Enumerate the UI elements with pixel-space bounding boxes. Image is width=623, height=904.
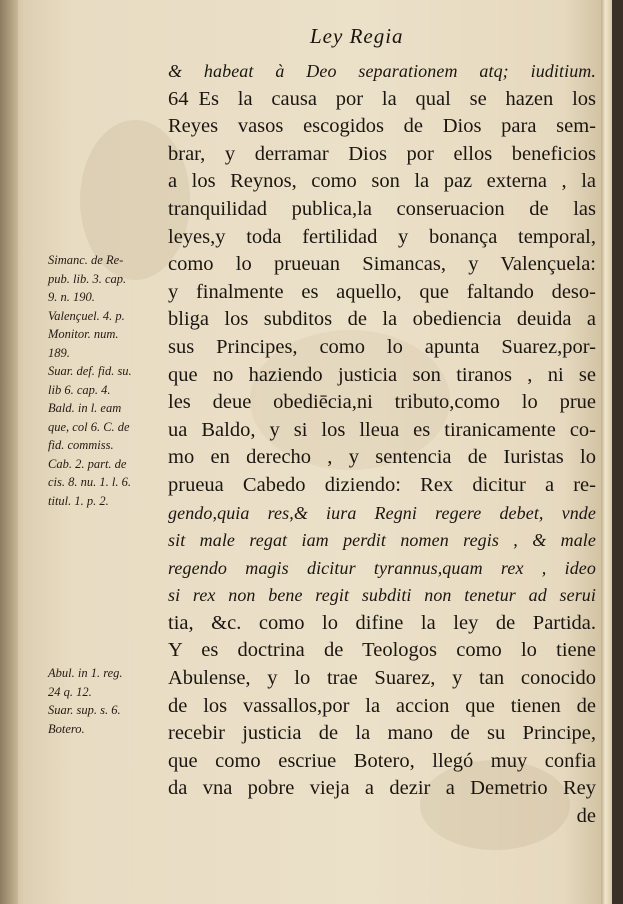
line-text: Reyes vasos escogidos de Dios para sem-: [168, 115, 596, 138]
margin-note-line: Botero.: [48, 721, 85, 736]
margin-note-line: 189.: [48, 345, 70, 360]
text-line: [168, 306, 596, 334]
text-line: [168, 555, 596, 583]
text-line: [168, 224, 596, 252]
line-text: gendo,quia res,& iura Regni regere debet, vnde: [168, 502, 596, 523]
text-line: [168, 141, 596, 169]
line-text: da vna pobre vieja a dezir a Demetrio Rey: [168, 777, 596, 800]
line-text: de los vassallos,por la accion que tienen de: [168, 694, 596, 717]
line-text: de: [576, 805, 596, 828]
line-text: Y es doctrina de Teologos como lo tiene: [168, 639, 596, 662]
margin-note-line: cis. 8. nu. 1. l. 6.: [48, 475, 131, 489]
line-text: a los Reynos, como son la paz externa , la: [168, 170, 596, 193]
margin-note-line: Simanc. de Re-: [48, 253, 124, 267]
margin-note-line: Suar. sup. s. 6.: [48, 703, 121, 717]
line-text: y finalmente es aquello, que faltando deso-: [168, 280, 596, 303]
line-text: tranquilidad publica,la conseruacion de las: [168, 197, 596, 220]
margin-note-line: Valençuel. 4. p.: [48, 308, 125, 323]
margin-note-2: [48, 664, 168, 738]
margin-note-line: Bald. in l. eam: [48, 401, 122, 415]
margin-note-line: Abul. in 1. reg.: [48, 666, 123, 680]
text-line: [168, 334, 596, 362]
text-line: [168, 417, 596, 445]
margin-note-line: titul. 1. p. 2.: [48, 493, 109, 508]
line-text: si rex non bene regit subditi non tenetur ad serui: [168, 585, 596, 606]
text-line: [168, 720, 596, 748]
margin-note-line: Suar. def. fid. su.: [48, 364, 132, 378]
margin-note-line: lib 6. cap. 4.: [48, 382, 111, 397]
text-line: [168, 362, 596, 390]
line-text: bliga los subditos de la obediencia deuida a: [168, 308, 596, 331]
running-head: Ley Regia: [310, 24, 404, 48]
margin-note-line: pub. lib. 3. cap.: [48, 271, 127, 286]
margin-note-line: 9. n. 190.: [48, 290, 95, 304]
margin-note-line: fid. commiss.: [48, 438, 114, 452]
text-line: [168, 527, 596, 555]
text-line: [168, 610, 596, 638]
text-line: [168, 693, 596, 721]
text-line: [168, 775, 596, 803]
line-text: tia, &c. como lo difine la ley de Partida.: [168, 611, 596, 634]
line-text: & habeat à Deo separationem atq; iuditium.: [168, 61, 596, 81]
text-line: [168, 637, 596, 665]
line-text: que como escriue Botero, llegó muy confia: [168, 749, 596, 772]
line-text: que no haziendo justicia son tiranos , ni se: [168, 363, 596, 386]
line-text: regendo magis dicitur tyrannus,quam rex , ideo: [168, 557, 596, 578]
line-text: mo en derecho , y sentencia de Iuristas lo: [168, 446, 596, 469]
page-gutter: [0, 0, 18, 904]
line-text: les deue obediēcia,ni tributo,como lo prue: [168, 391, 596, 414]
text-line: [168, 389, 596, 417]
page-edge: [601, 0, 612, 904]
line-text: prueua Cabedo diziendo: Rex dicitur a re-: [168, 473, 596, 496]
text-line: [168, 500, 596, 528]
text-line: [168, 665, 596, 693]
line-text: ua Baldo, y si los lleua es tiranicamente co-: [168, 418, 596, 441]
text-line: [168, 168, 596, 196]
line-text: leyes,y toda fertilidad y bonança temporal,: [168, 225, 596, 248]
text-line: [168, 113, 596, 141]
line-text: recebir justicia de la mano de su Principe,: [168, 722, 596, 745]
margin-note-1: [48, 251, 168, 510]
body-text: [168, 58, 596, 831]
text-line: [168, 58, 596, 86]
line-text: sus Principes, como lo apunta Suarez,por-: [168, 335, 596, 358]
line-text: Es la causa por la qual se hazen los: [198, 87, 596, 110]
margin-note-line: que, col 6. C. de: [48, 419, 130, 434]
paragraph-number: 64: [168, 87, 189, 110]
text-line: [168, 472, 596, 500]
line-text: Abulense, y lo trae Suarez, y tan conocido: [168, 667, 596, 690]
text-line: [168, 748, 596, 776]
line-text: sit male regat iam perdit nomen regis , & male: [168, 530, 596, 551]
line-text: brar, y derramar Dios por ellos beneficios: [168, 142, 596, 165]
margin-note-line: Cab. 2. part. de: [48, 456, 127, 471]
line-text: como lo prueuan Simancas, y Valençuela:: [168, 253, 596, 276]
margin-note-line: Monitor. num.: [48, 327, 119, 341]
text-line: [168, 279, 596, 307]
text-line: [168, 196, 596, 224]
text-line: [168, 251, 596, 279]
margin-note-line: 24 q. 12.: [48, 684, 92, 699]
text-line: [168, 582, 596, 610]
text-line: [168, 803, 596, 831]
text-line: [168, 86, 596, 114]
text-line: [168, 444, 596, 472]
